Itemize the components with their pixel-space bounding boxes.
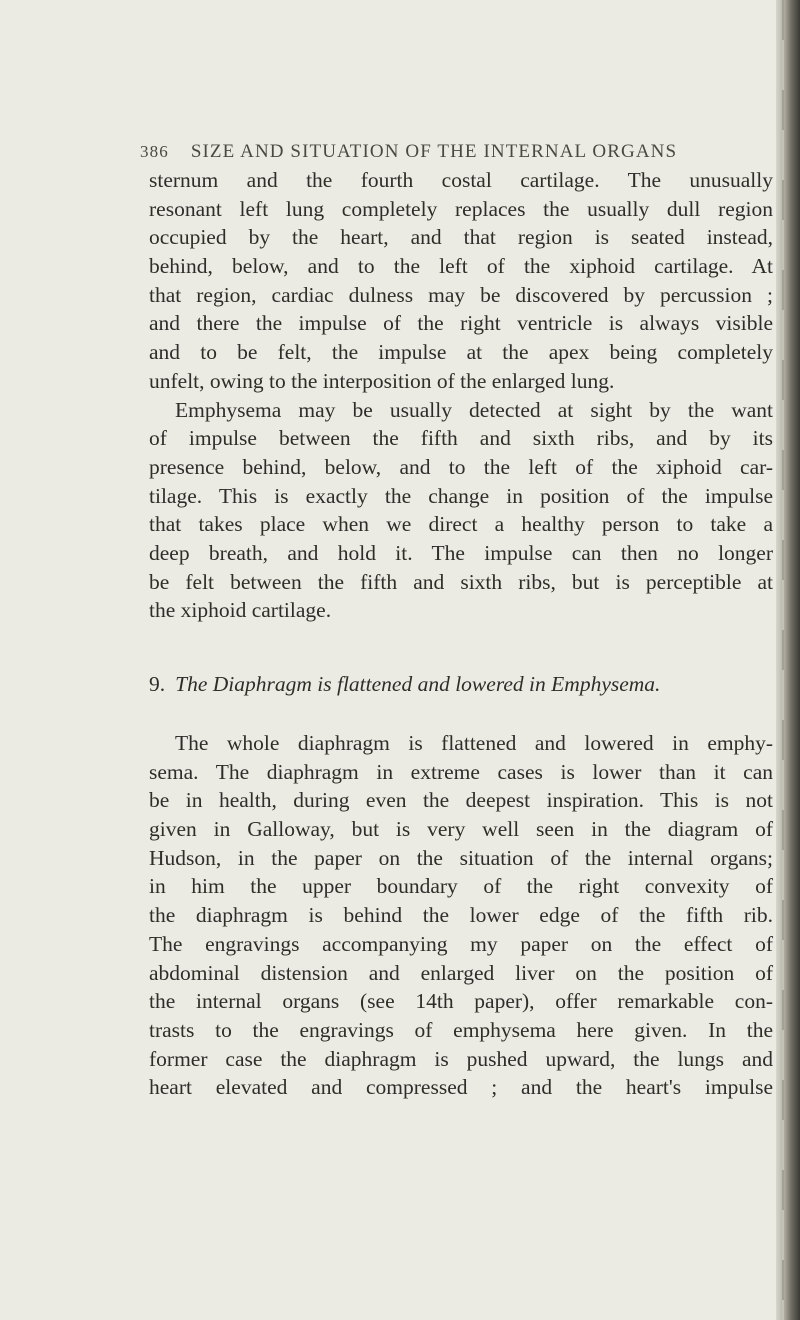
text-line: and there the impulse of the right ventricle is always visible: [149, 311, 773, 336]
text-line: in him the upper boundary of the right convexity of: [149, 874, 773, 899]
text-line: given in Galloway, but is very well seen in the diagram of: [149, 817, 773, 842]
page-number: 386: [140, 142, 169, 161]
text-line: of impulse between the fifth and sixth ribs, and by its: [149, 426, 773, 451]
text-line: and to be felt, the impulse at the apex being completely: [149, 340, 773, 365]
text-line: be felt between the fifth and sixth ribs, but is perceptible at: [149, 569, 773, 594]
text-line: occupied by the heart, and that region is seated instead,: [149, 225, 773, 250]
text-line: heart elevated and compressed ; and the heart's impulse: [149, 1075, 773, 1100]
running-head-title: SIZE AND SITUATION OF THE INTERNAL ORGANS: [190, 141, 678, 162]
text-line: that takes place when we direct a healthy person to take a: [149, 512, 773, 537]
text-line: resonant left lung completely replaces the usually dull region: [149, 196, 773, 221]
text-line: sternum and the fourth costal cartilage. The unusually: [149, 168, 773, 192]
text-line: the internal organs (see 14th paper), offer remarkable con-: [149, 989, 773, 1014]
body-text-top: [149, 166, 773, 625]
text-line: former case the diaphragm is pushed upward, the lungs and: [149, 1046, 773, 1071]
section-heading: [149, 670, 773, 698]
page-edge-shadow: [776, 0, 800, 1320]
text-line: Hudson, in the paper on the situation of the internal organs;: [149, 845, 773, 870]
section-title: The Diaphragm is flattened and lowered in Emphysema.: [175, 672, 661, 696]
text-line: behind, below, and to the left of the xiphoid cartilage. At: [149, 254, 773, 279]
text-line: the xiphoid cartilage.: [149, 598, 332, 623]
body-text-bottom: [149, 729, 773, 1102]
text-line: The whole diaphragm is flattened and lowered in emphy-: [175, 731, 773, 755]
text-line: deep breath, and hold it. The impulse can then no longer: [149, 540, 773, 565]
text-line: tilage. This is exactly the change in position of the impulse: [149, 483, 773, 508]
section-number: 9.: [149, 672, 166, 696]
text-line: abdominal distension and enlarged liver on the position of: [149, 960, 773, 985]
text-line: unfelt, owing to the interposition of the enlarged lung.: [149, 368, 615, 393]
running-head: [140, 141, 780, 163]
text-line: Emphysema may be usually detected at sight by the want: [175, 397, 773, 422]
text-line: presence behind, below, and to the left of the xiphoid car-: [149, 454, 773, 479]
text-line: The engravings accompanying my paper on the effect of: [149, 931, 773, 956]
text-line: that region, cardiac dulness may be discovered by percussion ;: [149, 282, 773, 307]
text-line: the diaphragm is behind the lower edge of the fifth rib.: [149, 903, 773, 928]
text-line: sema. The diaphragm in extreme cases is lower than it can: [149, 759, 773, 784]
text-line: trasts to the engravings of emphysema here given. In the: [149, 1017, 773, 1042]
text-line: be in health, during even the deepest inspiration. This is not: [149, 788, 773, 813]
